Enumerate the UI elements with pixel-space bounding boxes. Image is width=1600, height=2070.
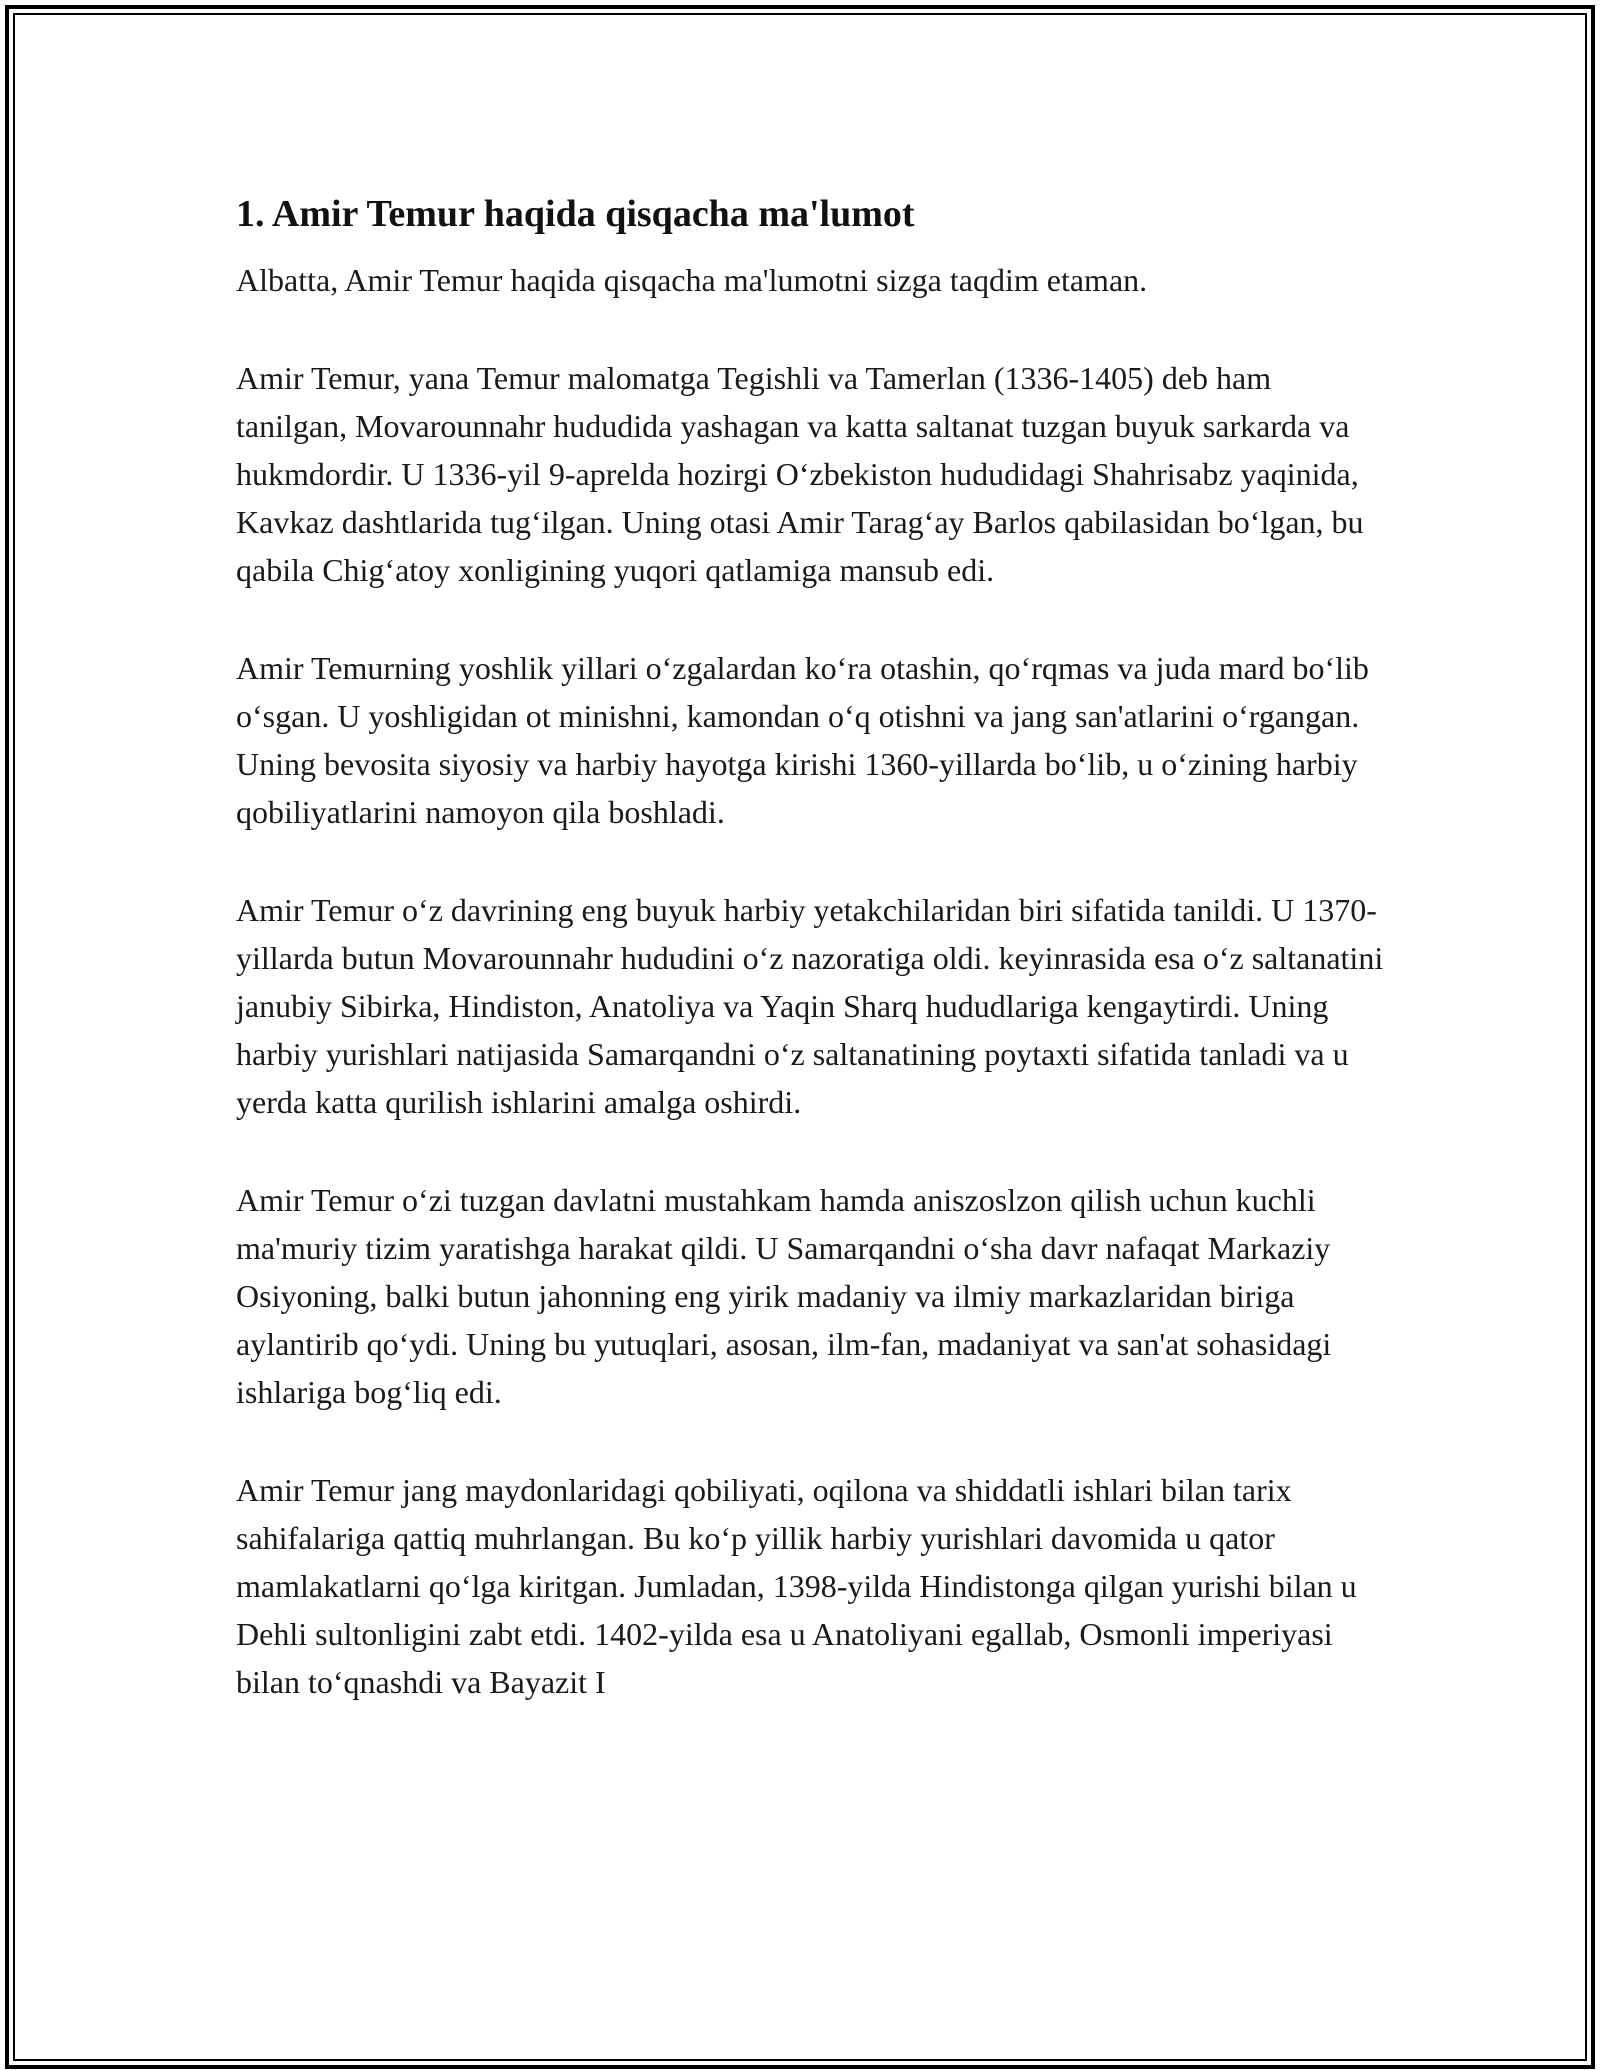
paragraph-campaigns: Amir Temur jang maydonlaridagi qobiliyati, oqilona va shiddatli ishlari bilan tarix sahifalariga qattiq muhrlangan. Bu ko‘p yillik harbiy yurishlari davomida u qator mamlakatlarni qo‘lga kiritgan. Jumladan, 1398-yilda Hindistonga qilgan yurishi bilan u Dehli sultonligini zabt etdi. 1402-yilda esa u Anatoliyani egallab, Osmonli imperiyasi bilan to‘qnashdi va Bayazit I — [236, 1472, 1357, 1700]
document-body — [236, 186, 1386, 1706]
paragraph-birth: Amir Temur, yana Temur malomatga Tegishli va Tamerlan (1336-1405) deb ham tanilgan, Movarounnahr hududida yashagan va katta saltanat tuzgan buyuk sarkarda va hukmdordir. U 1336-yil 9-aprelda hozirgi O‘zbekiston hududidagi Shahrisabz yaqinida, Kavkaz dashtlarida tug‘ilgan. Uning otasi Amir Tarag‘ay Barlos qabilasidan bo‘lgan, bu qabila Chig‘atoy xonligining yuqori qatlamiga mansub edi. — [236, 360, 1364, 588]
document-title: 1. Amir Temur haqida qisqacha ma'lumot — [236, 193, 915, 235]
paragraph-administration: Amir Temur o‘zi tuzgan davlatni mustahkam hamda aniszoslzon qilish uchun kuchli ma'muriy tizim yaratishga harakat qildi. U Samarqandni o‘sha davr nafaqat Markaziy Osiyoning, balki butun jahonning eng yirik madaniy va ilmiy markazlaridan biriga aylantirib qo‘ydi. Uning bu yutuqlari, asosan, ilm-fan, madaniyat va san'at sohasidagi ishlariga bog‘liq edi. — [236, 1182, 1332, 1410]
intro-paragraph: Albatta, Amir Temur haqida qisqacha ma'lumotni sizga taqdim etaman. — [236, 262, 1148, 298]
paragraph-youth: Amir Temurning yoshlik yillari o‘zgalardan ko‘ra otashin, qo‘rqmas va juda mard bo‘lib o‘sgan. U yoshligidan ot minishni, kamondan o‘q otishni va jang san'atlarini o‘rgangan. Uning bevosita siyosiy va harbiy hayotga kirishi 1360-yillarda bo‘lib, u o‘zining harbiy qobiliyatlarini namoyon qila boshladi. — [236, 650, 1369, 830]
paragraph-military-leader: Amir Temur o‘z davrining eng buyuk harbiy yetakchilaridan biri sifatida tanildi. U 1370-yillarda butun Movarounnahr hududini o‘z nazoratiga oldi. keyinrasida esa o‘z saltanatini janubiy Sibirka, Hindiston, Anatoliya va Yaqin Sharq hududlariga kengaytirdi. Uning harbiy yurishlari natijasida Samarqandni o‘z saltanatining poytaxti sifatida tanladi va u yerda katta qurilish ishlarini amalga oshirdi. — [236, 892, 1384, 1120]
